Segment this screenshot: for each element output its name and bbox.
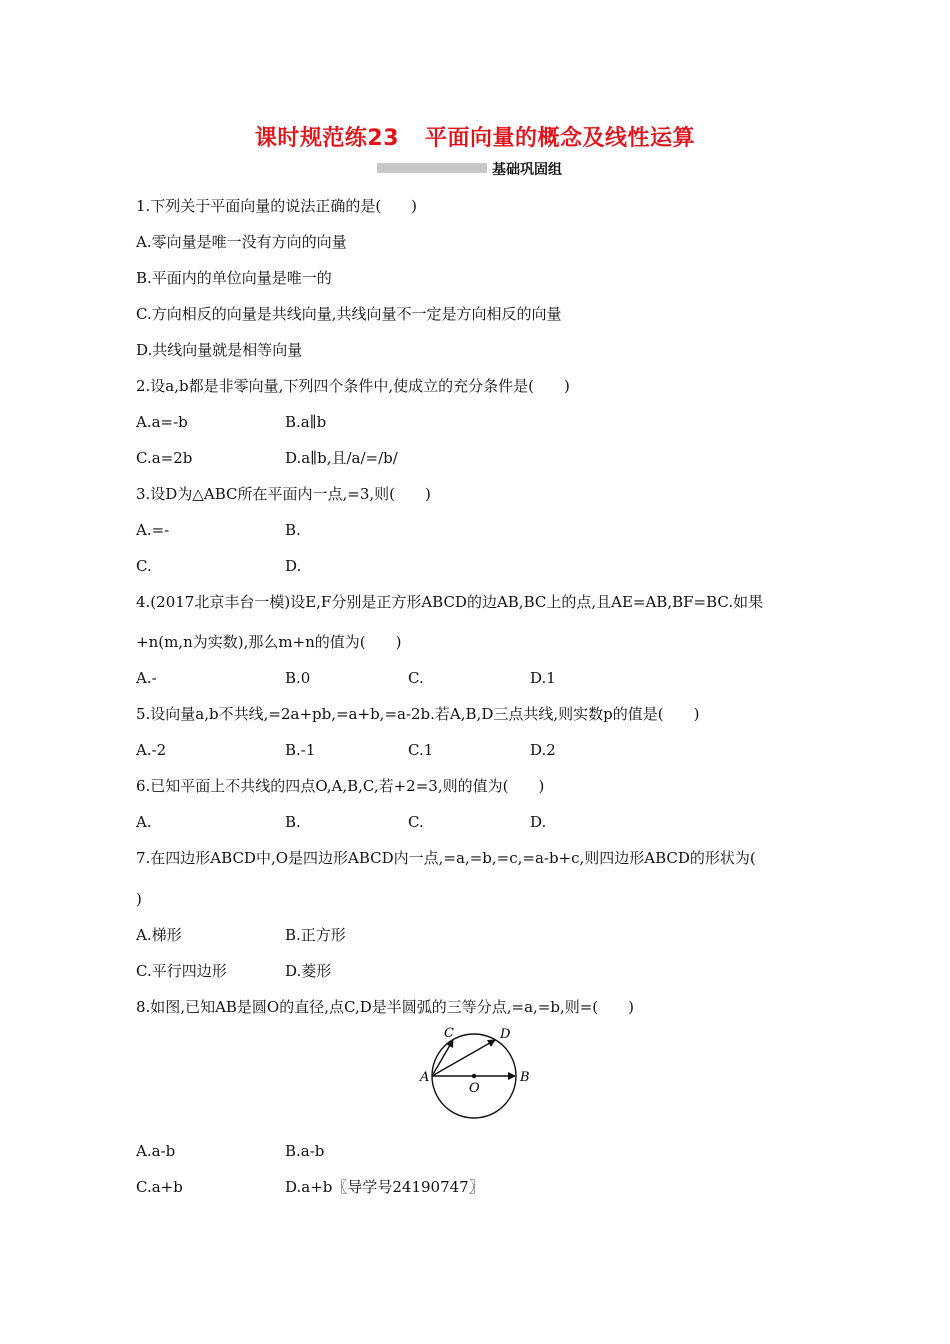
question-2-option-c: C.a=2b bbox=[136, 449, 193, 467]
label-b: B bbox=[520, 1070, 530, 1085]
question-4-stem: 4.(2017北京丰台一模)设E,F分别是正方形ABCD的边AB,BC上的点,且AE=AB,BF=BC.如果 bbox=[136, 593, 764, 611]
center-point bbox=[472, 1074, 476, 1078]
question-5-stem: 5.设向量a,b不共线,=2a+pb,=a+b,=a-2b.若A,B,D三点共线,则实数p的值是( ) bbox=[136, 705, 700, 723]
question-3-option-c: C. bbox=[136, 557, 152, 575]
title-part2: 平面向量的概念及线性运算 bbox=[425, 126, 696, 151]
question-4-option-c: C. bbox=[408, 669, 424, 687]
question-7-stem-cont: ) bbox=[136, 890, 142, 908]
question-6-option-a: A. bbox=[136, 813, 152, 831]
question-2-option-b: B.a∥b bbox=[285, 413, 327, 431]
question-1-option-d: D.共线向量就是相等向量 bbox=[136, 341, 303, 359]
question-4-option-d: D.1 bbox=[530, 669, 556, 687]
question-5-option-d: D.2 bbox=[530, 741, 556, 759]
question-7-option-c: C.平行四边形 bbox=[136, 962, 227, 980]
question-1-stem: 1.下列关于平面向量的说法正确的是( ) bbox=[136, 197, 418, 215]
section-bar bbox=[377, 163, 487, 173]
label-d: D bbox=[500, 1027, 511, 1042]
question-8-option-a: A.a-b bbox=[136, 1142, 176, 1160]
question-1-option-b: B.平面内的单位向量是唯一的 bbox=[136, 269, 332, 287]
question-6-stem: 6.已知平面上不共线的四点O,A,B,C,若+2=3,则的值为( ) bbox=[136, 777, 545, 795]
question-6-option-b: B. bbox=[285, 813, 301, 831]
question-8-option-d: D.a+b〖导学号24190747〗 bbox=[285, 1178, 484, 1196]
question-2-stem: 2.设a,b都是非零向量,下列四个条件中,使成立的充分条件是( ) bbox=[136, 377, 570, 395]
question-7-stem: 7.在四边形ABCD中,O是四边形ABCD内一点,=a,=b,=c,=a-b+c,则四边形ABCD的形状为( bbox=[136, 849, 756, 867]
circle-figure bbox=[415, 1025, 545, 1130]
title-part1: 课时规范练23 bbox=[254, 126, 400, 151]
question-2-option-a: A.a=-b bbox=[136, 413, 188, 431]
vector-ad bbox=[432, 1040, 495, 1076]
question-7-option-b: B.正方形 bbox=[285, 926, 346, 944]
page-title bbox=[0, 121, 950, 152]
question-1-option-c: C.方向相反的向量是共线向量,共线向量不一定是方向相反的向量 bbox=[136, 305, 562, 323]
question-6-option-d: D. bbox=[530, 813, 547, 831]
question-4-option-a: A.- bbox=[136, 669, 157, 687]
question-7-option-d: D.菱形 bbox=[285, 962, 332, 980]
question-6-option-c: C. bbox=[408, 813, 424, 831]
question-4-stem-cont: +n(m,n为实数),那么m+n的值为( ) bbox=[136, 633, 402, 651]
question-8-stem: 8.如图,已知AB是圆O的直径,点C,D是半圆弧的三等分点,=a,=b,则=( ) bbox=[136, 998, 634, 1016]
label-o: O bbox=[469, 1081, 480, 1096]
question-8-option-c: C.a+b bbox=[136, 1178, 183, 1196]
question-2-option-d: D.a∥b,且/a/=/b/ bbox=[285, 449, 398, 467]
question-5-option-b: B.-1 bbox=[285, 741, 316, 759]
question-5-option-a: A.-2 bbox=[136, 741, 167, 759]
question-3-option-b: B. bbox=[285, 521, 301, 539]
question-8-option-b: B.a-b bbox=[285, 1142, 325, 1160]
question-4-option-b: B.0 bbox=[285, 669, 311, 687]
question-5-option-c: C.1 bbox=[408, 741, 434, 759]
question-7-option-a: A.梯形 bbox=[136, 926, 182, 944]
label-c: C bbox=[444, 1026, 454, 1041]
question-1-option-a: A.零向量是唯一没有方向的向量 bbox=[136, 233, 347, 251]
question-3-option-a: A.=- bbox=[136, 521, 170, 539]
section-label: 基础巩固组 bbox=[492, 162, 562, 178]
label-a: A bbox=[420, 1070, 430, 1085]
question-3-option-d: D. bbox=[285, 557, 302, 575]
question-3-stem: 3.设D为△ABC所在平面内一点,=3,则( ) bbox=[136, 485, 431, 503]
